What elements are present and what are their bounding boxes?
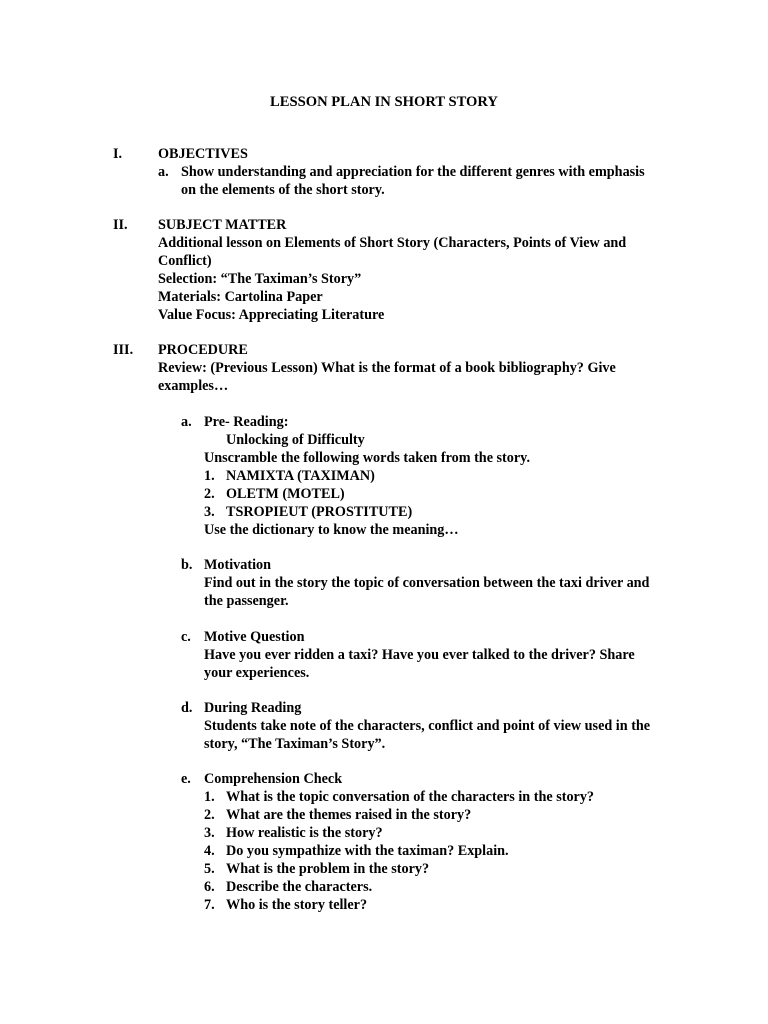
- step-marker: b.: [181, 557, 193, 573]
- comprehension-question: Who is the story teller?: [226, 897, 368, 913]
- comprehension-question: Do you sympathize with the taximan? Explain.: [226, 843, 509, 859]
- motivation-line: Find out in the story the topic of conversation between the taxi driver and: [204, 575, 650, 591]
- motive-question-line: Have you ever ridden a taxi? Have you ever talked to the driver? Share: [204, 647, 635, 663]
- comprehension-question: What is the problem in the story?: [226, 861, 430, 877]
- section-heading-procedure: PROCEDURE: [158, 342, 248, 358]
- unscramble-word: TSROPIEUT (PROSTITUTE): [226, 504, 413, 520]
- unscramble-word: OLETM (MOTEL): [226, 486, 345, 502]
- motivation-line: the passenger.: [204, 593, 289, 609]
- step-heading-motivation: Motivation: [204, 557, 271, 573]
- objective-a-marker: a.: [158, 164, 169, 180]
- objective-a-line: on the elements of the short story.: [181, 182, 385, 198]
- comprehension-question: What is the topic conversation of the characters in the story?: [226, 789, 595, 805]
- comprehension-question: Describe the characters.: [226, 879, 373, 895]
- step-marker: c.: [181, 629, 191, 645]
- step-heading-pre-reading: Pre- Reading:: [204, 414, 289, 430]
- subject-matter-line: Additional lesson on Elements of Short Story (Characters, Points of View and: [158, 235, 627, 251]
- pre-reading-subheading: Unlocking of Difficulty: [226, 432, 365, 448]
- subject-matter-materials: Materials: Cartolina Paper: [158, 289, 323, 305]
- objective-a-line: Show understanding and appreciation for the different genres with emphasis: [181, 164, 645, 180]
- list-item-number: 5.: [204, 861, 215, 877]
- subject-matter-value-focus: Value Focus: Appreciating Literature: [158, 307, 385, 323]
- subject-matter-selection: Selection: “The Taximan’s Story”: [158, 271, 362, 287]
- step-marker: d.: [181, 700, 193, 716]
- step-heading-comprehension: Comprehension Check: [204, 771, 343, 787]
- motive-question-line: your experiences.: [204, 665, 310, 681]
- step-heading-during-reading: During Reading: [204, 700, 302, 716]
- list-item-number: 3.: [204, 504, 215, 520]
- unscramble-word: NAMIXTA (TAXIMAN): [226, 468, 375, 484]
- step-heading-motive-question: Motive Question: [204, 629, 305, 645]
- list-item-number: 2.: [204, 807, 215, 823]
- list-item-number: 4.: [204, 843, 215, 859]
- list-item-number: 7.: [204, 897, 215, 913]
- procedure-review-line: examples…: [158, 378, 229, 394]
- pre-reading-instruction: Unscramble the following words taken from the story.: [204, 450, 531, 466]
- list-item-number: 1.: [204, 789, 215, 805]
- comprehension-question: How realistic is the story?: [226, 825, 383, 841]
- subject-matter-line: Conflict): [158, 253, 212, 269]
- section-numeral-subject-matter: II.: [113, 217, 128, 233]
- pre-reading-closing: Use the dictionary to know the meaning…: [204, 522, 459, 538]
- list-item-number: 1.: [204, 468, 215, 484]
- page-title: LESSON PLAN IN SHORT STORY: [270, 94, 498, 110]
- list-item-number: 2.: [204, 486, 215, 502]
- step-marker: a.: [181, 414, 192, 430]
- list-item-number: 3.: [204, 825, 215, 841]
- procedure-review-line: Review: (Previous Lesson) What is the format of a book bibliography? Give: [158, 360, 616, 376]
- section-numeral-objectives: I.: [113, 146, 123, 162]
- section-numeral-procedure: III.: [113, 342, 134, 358]
- section-heading-objectives: OBJECTIVES: [158, 146, 248, 162]
- comprehension-question: What are the themes raised in the story?: [226, 807, 472, 823]
- during-reading-line: Students take note of the characters, conflict and point of view used in the: [204, 718, 651, 734]
- during-reading-line: story, “The Taximan’s Story”.: [204, 736, 386, 752]
- section-heading-subject-matter: SUBJECT MATTER: [158, 217, 287, 233]
- step-marker: e.: [181, 771, 191, 787]
- list-item-number: 6.: [204, 879, 215, 895]
